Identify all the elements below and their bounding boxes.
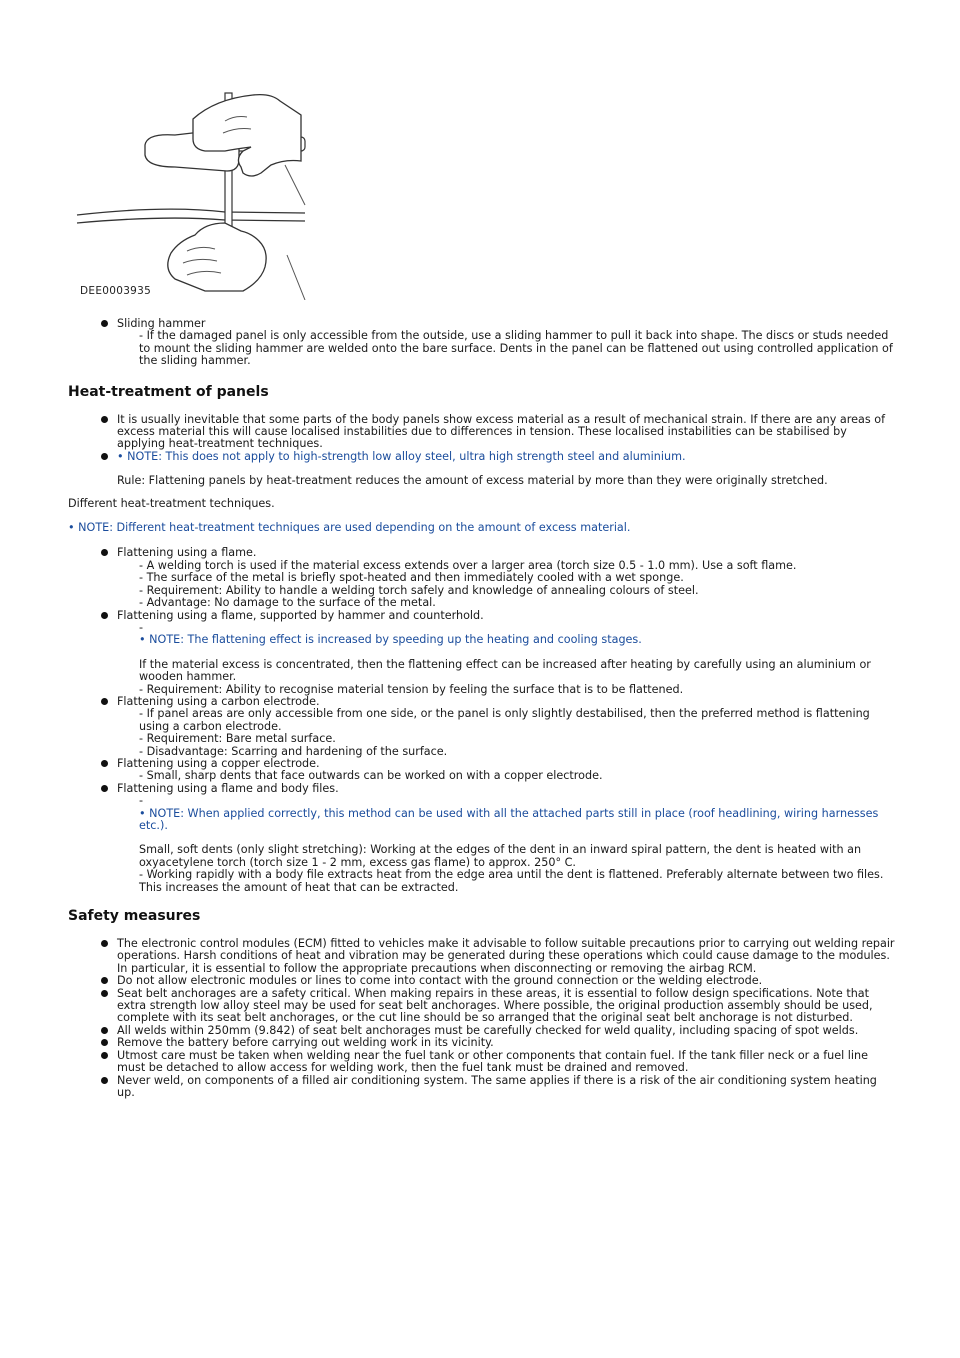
technique-title: Flattening using a flame, supported by hammer and counterhold.	[117, 608, 484, 622]
list-item: Do not allow electronic modules or lines to come into contact with the ground connection or the welding electrode.	[68, 975, 898, 987]
technique-line: - The surface of the metal is briefly spot-heated and then immediately cooled with a wet sponge.	[139, 571, 684, 585]
technique-dash: -	[139, 794, 144, 808]
technique-line: - A welding torch is used if the material excess extends over a larger area (torch size 0.5 - 1.0 mm). Use a soft flame.	[139, 558, 797, 572]
note-text: • NOTE: Different heat-treatment techniques are used depending on the amount of excess material.	[68, 521, 631, 535]
list-item: Seat belt anchorages are a safety critical. When making repairs in these areas, it is essential to follow design specifications. Note that extra strength low alloy steel may be used for seat belt anchorages. Where possible, the original production assembly should be used, complete with its seat belt anchorages, or the cut line should be so arranged that the original seat belt anchorage is not disturbed.	[68, 988, 898, 1025]
technique-line: If the material excess is concentrated, then the flattening effect can be increased after heating by carefully using an aluminium or wooden hammer.	[139, 657, 871, 684]
list-item: Never weld, on components of a filled air conditioning system. The same applies if there is a risk of the air conditioning system heating up.	[68, 1075, 898, 1100]
list-item	[68, 547, 898, 609]
technique-dash: -	[139, 620, 144, 634]
sliding-hammer-title: Sliding hammer	[117, 317, 206, 330]
technique-line: - Disadvantage: Scarring and hardening of the surface.	[139, 744, 448, 758]
list-item	[68, 451, 898, 488]
heat-bullet-text: It is usually inevitable that some parts of the body panels show excess material as a result of mechanical strain. If there are any areas of excess material this will cause localised instabilities due to differences in tension. These localised instabilities can be stabilised by applying heat-treatment techniques.	[117, 412, 886, 451]
technique-line: - Requirement: Ability to handle a welding torch safely and knowledge of annealing colours of steel.	[139, 583, 699, 597]
figure-caption: DEE0003935	[80, 285, 152, 297]
list-item	[68, 414, 898, 451]
techniques-list	[68, 547, 898, 894]
rule-text: Rule: Flattening panels by heat-treatment reduces the amount of excess material by more than they were originally stretched.	[117, 474, 828, 488]
list-item	[68, 318, 898, 368]
technique-title: Flattening using a carbon electrode.	[117, 694, 320, 708]
list-item	[68, 696, 898, 758]
list-item: All welds within 250mm (9.842) of seat belt anchorages must be carefully checked for weld quality, including spacing of spot welds.	[68, 1025, 898, 1037]
list-item	[68, 610, 898, 696]
sliding-hammer-list	[68, 318, 898, 368]
technique-line: - Requirement: Bare metal surface.	[139, 732, 336, 746]
list-item: Remove the battery before carrying out welding work in its vicinity.	[68, 1037, 898, 1049]
sliding-hammer-illustration-icon	[75, 55, 307, 300]
different-techniques-text: Different heat-treatment techniques.	[68, 496, 275, 510]
safety-heading: Safety measures	[68, 908, 201, 925]
technique-line: - Small, sharp dents that face outwards can be worked on with a copper electrode.	[139, 769, 603, 783]
document-body	[68, 318, 898, 1099]
note-text: • NOTE: The flattening effect is increased by speeding up the heating and cooling stages.	[139, 633, 642, 647]
list-item	[68, 783, 898, 894]
sliding-hammer-figure	[75, 55, 307, 300]
technique-title: Flattening using a flame and body files.	[117, 781, 339, 795]
technique-title: Flattening using a flame.	[117, 546, 257, 560]
note-text: • NOTE: This does not apply to high-strength low alloy steel, ultra high strength steel and aluminium.	[117, 449, 686, 463]
technique-line: Small, soft dents (only slight stretching): Working at the edges of the dent in an inward spiral pattern, the dent is heated with an oxyacetylene torch (torch size 1 - 2 mm, excess gas flame) to approx. 250° C.	[139, 843, 862, 869]
technique-line: - Requirement: Ability to recognise material tension by feeling the surface that is to be flattened.	[139, 682, 684, 696]
list-item: The electronic control modules (ECM) fitted to vehicles make it advisable to follow suitable precautions prior to carrying out welding repair operations. Harsh conditions of heat and vibration may be generated during these operations which could cause damage to the modules. In particular, it is essential to follow the appropriate precautions when disconnecting or removing the airbag RCM.	[68, 938, 898, 975]
safety-list	[68, 938, 898, 1099]
sliding-hammer-desc: - If the damaged panel is only accessible from the outside, use a sliding hammer to pull it back into shape. The discs or studs needed to mount the sliding hammer are welded onto the bare surface. Dents in the panel can be flattened out using controlled application of the sliding hammer.	[139, 329, 893, 368]
list-item: Utmost care must be taken when welding near the fuel tank or other components that contain fuel. If the tank filler neck or a fuel line must be detached to allow access for welding work, then the fuel tank must be drained and removed.	[68, 1050, 898, 1075]
technique-title: Flattening using a copper electrode.	[117, 756, 320, 770]
technique-line: - Working rapidly with a body file extracts heat from the edge area until the dent is flattened. Preferably alternate between two files. This increases the amount of heat that can be extracted.	[139, 868, 884, 894]
note-text: • NOTE: When applied correctly, this method can be used with all the attached parts still in place (roof headlining, wiring harnesses etc.).	[139, 806, 879, 832]
technique-line: - If panel areas are only accessible from one side, or the panel is only slightly destabilised, then the preferred method is flattening using a carbon electrode.	[139, 707, 870, 733]
list-item	[68, 758, 898, 783]
technique-line: - Advantage: No damage to the surface of the metal.	[139, 596, 436, 610]
heat-treatment-heading: Heat-treatment of panels	[68, 383, 269, 400]
heat-treatment-list	[68, 414, 898, 488]
